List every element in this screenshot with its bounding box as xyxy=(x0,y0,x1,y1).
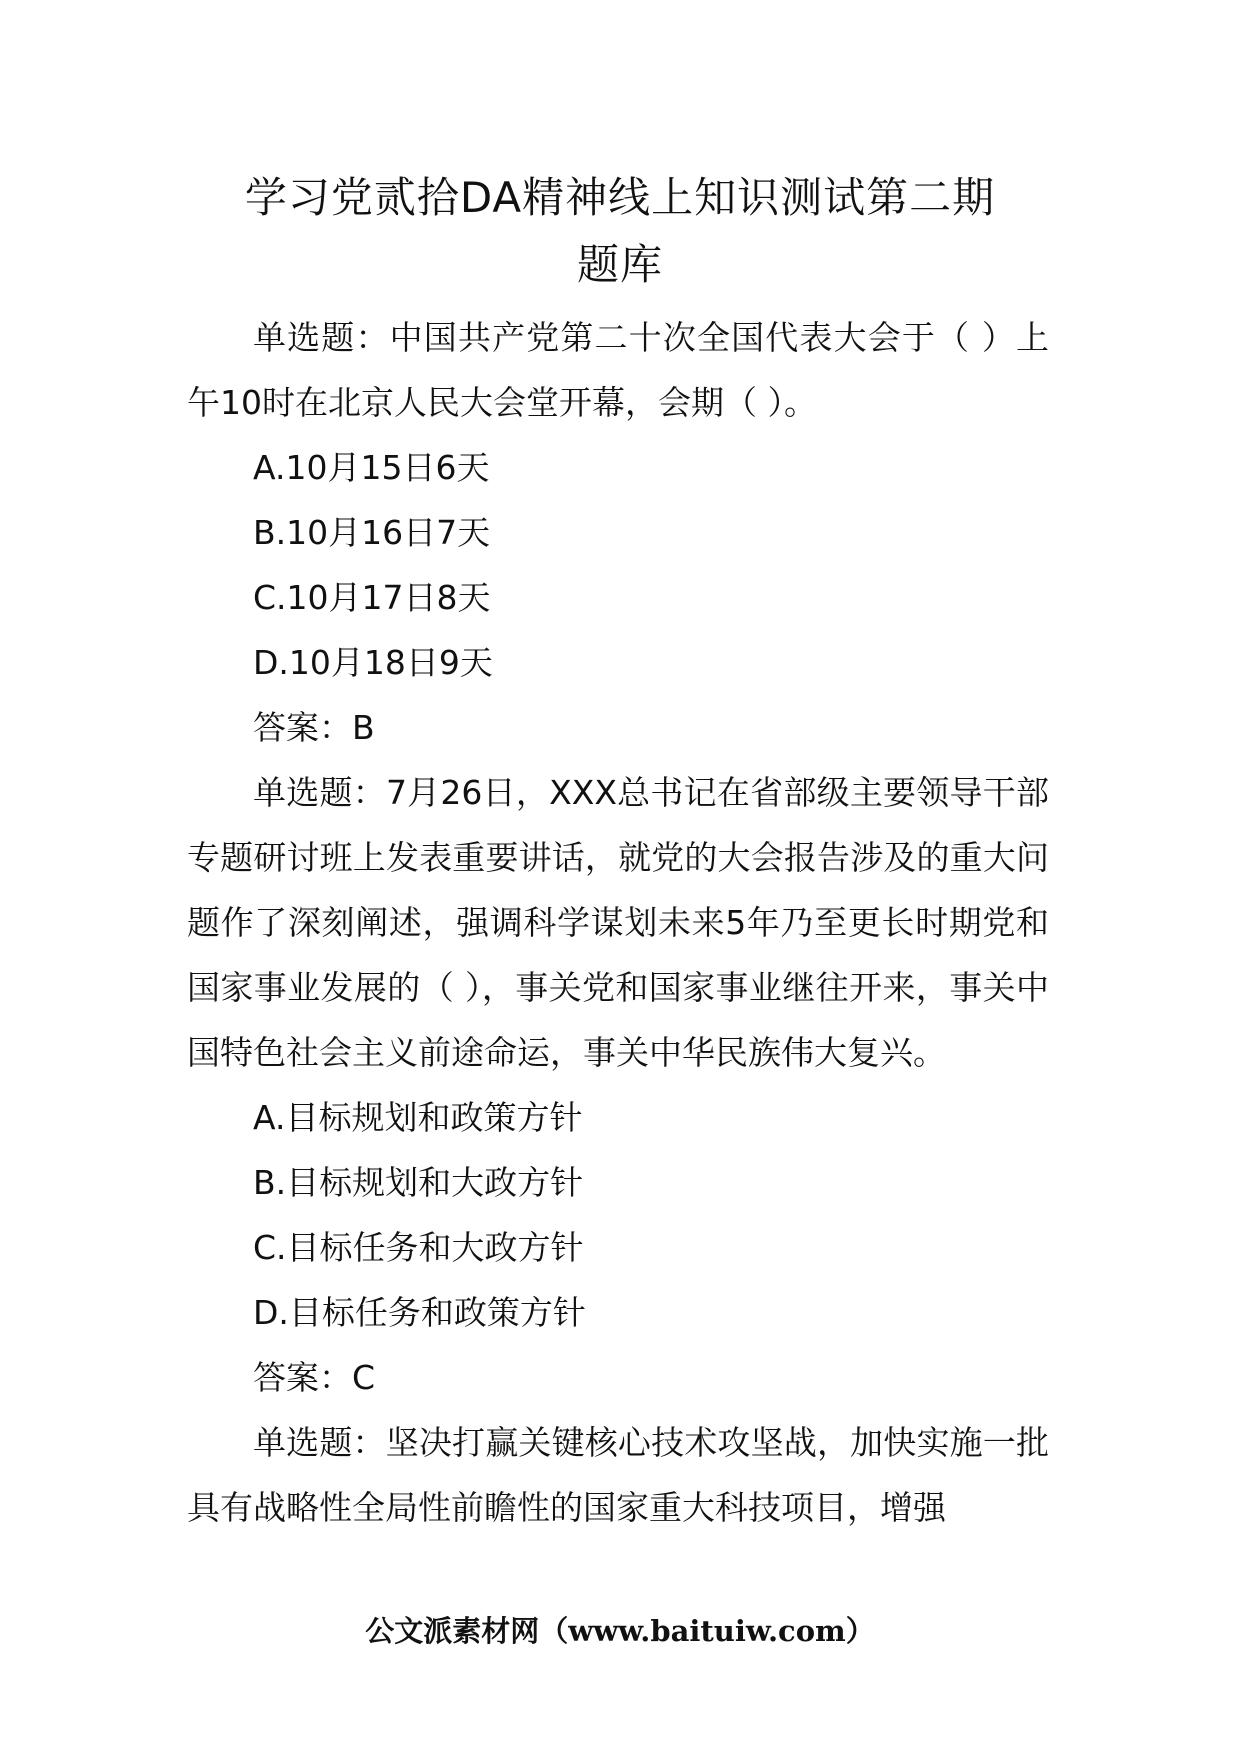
question-2-option-b: B.目标规划和大政方针 xyxy=(253,1163,584,1202)
document-body xyxy=(187,305,1049,1540)
page-title-line1: 学习党贰拾DA精神线上知识测试第二期 xyxy=(244,173,996,222)
footer-watermark: 公文派素材网（www.baituiw.com） xyxy=(365,1614,875,1648)
question-1-option-a: A.10月15日6天 xyxy=(253,448,490,487)
question-2-text: 单选题：7月26日，XXX总书记在省部级主要领导干部专题研讨班上发表重要讲话，就党的大会报告涉及的重大问题作了深刻阐述，强调科学谋划未来5年乃至更长时期党和国家事业发展的（ ），事关党和国家事业继往开来，事关中国特色社会主义前途命运，事关中华民族伟大复兴。 xyxy=(187,773,1049,1072)
page-title-line2: 题库 xyxy=(576,240,663,289)
question-1-option-d: D.10月18日9天 xyxy=(253,643,493,682)
question-2-answer: 答案：C xyxy=(253,1358,376,1397)
question-2-option-d: D.目标任务和政策方针 xyxy=(253,1293,586,1332)
question-1-option-c: C.10月17日8天 xyxy=(253,578,491,617)
question-1-text: 单选题：中国共产党第二十次全国代表大会于（ ）上午10时在北京人民大会堂开幕，会期（ ）。 xyxy=(187,318,1049,422)
question-2-option-c: C.目标任务和大政方针 xyxy=(253,1228,584,1267)
question-1-option-b: B.10月16日7天 xyxy=(253,513,491,552)
question-3-text: 单选题：坚决打赢关键核心技术攻坚战，加快实施一批具有战略性全局性前瞻性的国家重大科技项目，增强 xyxy=(187,1423,1049,1527)
question-2-option-a: A.目标规划和政策方针 xyxy=(253,1098,583,1137)
question-1-answer: 答案：B xyxy=(253,708,375,747)
